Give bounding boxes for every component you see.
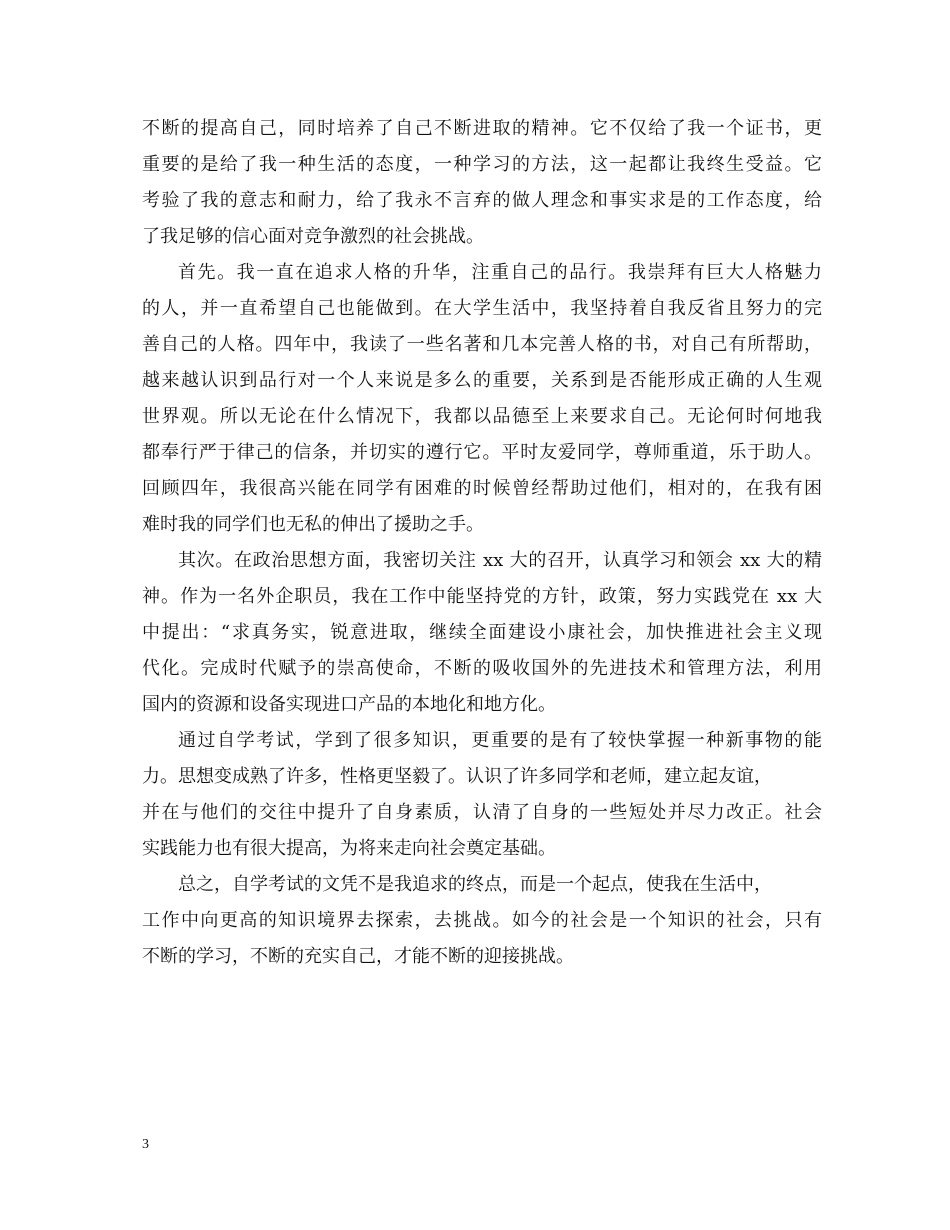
page-number: 3 [142,1137,149,1152]
paragraph [142,543,822,723]
text-line: 工作中向更高的知识境界去探索，去挑战。如今的社会是一个知识的社会，只有 [142,910,822,931]
text-line: 并在与他们的交往中提升了自身素质，认清了自身的一些短处并尽力改正。社会 [142,802,822,823]
text-line: 其次。在政治思想方面，我密切关注 xx 大的召开，认真学习和领会 xx 大的精 [178,550,822,571]
text-line: 实践能力也有很大提高，为将来走向社会奠定基础。 [142,838,556,859]
text-line: 难时我的同学们也无私的伸出了援助之手。 [142,514,484,535]
text-line: 通过自学考试，学到了很多知识，更重要的是有了较快掌握一种新事物的能 [178,730,822,751]
text-line: 总之，自学考试的文凭不是我追求的终点，而是一个起点，使我在生活中， [178,874,772,895]
text-line: 神。作为一名外企职员，我在工作中能坚持党的方针，政策，努力实践党在 xx 大 [142,586,822,607]
text-line: 考验了我的意志和耐力，给了我永不言弃的做人理念和事实求是的工作态度，给 [142,190,822,211]
text-line: 国内的资源和设备实现进口产品的本地化和地方化。 [142,694,556,715]
paragraph [142,255,822,543]
text-line: 的人，并一直希望自己也能做到。在大学生活中，我坚持着自我反省且努力的完 [142,298,822,319]
paragraph [142,723,822,867]
text-line: 善自己的人格。四年中，我读了一些名著和几本完善人格的书，对自己有所帮助， [142,334,822,355]
paragraph [142,867,822,975]
paragraph [142,111,822,255]
text-line: 回顾四年，我很高兴能在同学有困难的时候曾经帮助过他们，相对的，在我有困 [142,478,822,499]
text-line: 越来越认识到品行对一个人来说是多么的重要，关系到是否能形成正确的人生观 [142,370,822,391]
text-line: 不断的提高自己，同时培养了自己不断进取的精神。它不仅给了我一个证书，更 [142,118,822,139]
text-line: 都奉行严于律己的信条，并切实的遵行它。平时友爱同学，尊师重道，乐于助人。 [142,442,822,463]
text-line: 不断的学习，不断的充实自己，才能不断的迎接挑战。 [142,946,574,967]
text-line: 首先。我一直在追求人格的升华，注重自己的品行。我崇拜有巨大人格魅力 [178,262,822,283]
text-line: 了我足够的信心面对竞争激烈的社会挑战。 [142,226,484,247]
text-line: 世界观。所以无论在什么情况下，我都以品德至上来要求自己。无论何时何地我 [142,406,822,427]
text-line: 重要的是给了我一种生活的态度，一种学习的方法，这一起都让我终生受益。它 [142,154,822,175]
text-line: 中提出：“求真务实，锐意进取，继续全面建设小康社会，加快推进社会主义现 [142,622,822,643]
document-body [142,111,822,975]
text-line: 代化。完成时代赋予的崇高使命，不断的吸收国外的先进技术和管理方法，利用 [142,658,822,679]
text-line: 力。思想变成熟了许多，性格更坚毅了。认识了许多同学和老师，建立起友谊， [142,766,772,787]
